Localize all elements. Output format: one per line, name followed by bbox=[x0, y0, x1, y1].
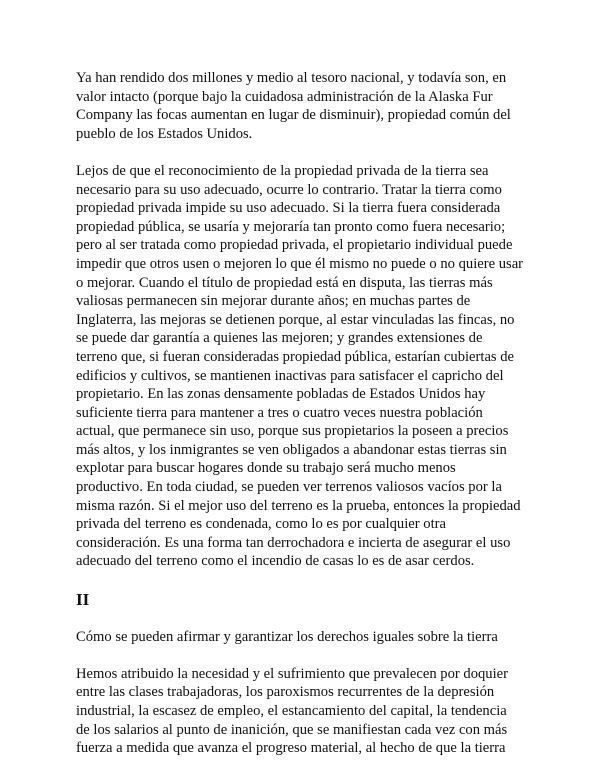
section-heading: II bbox=[76, 589, 90, 609]
paragraph-1: Ya han rendido dos millones y medio al tesoro nacional, y todavía son, en valor intacto (porque bajo la cuidadosa administración de la Alaska Fur Company las focas aumentan en lugar de disminuir), propiedad común del pueblo de los Estados Unidos. bbox=[76, 70, 511, 142]
document-page bbox=[76, 69, 524, 776]
paragraph-2: Lejos de que el reconocimiento de la propiedad privada de la tierra sea necesario para su uso adecuado, ocurre lo contrario. Tratar la tierra como propiedad privada impide su uso adecuado. Si la tierra fuera considerada propiedad pública, se usaría y mejoraría tan pronto como fuera necesario; pero al ser tratada como propiedad privada, el propietario individual puede impedir que otros usen o mejoren lo que él mismo no puede o no quiere usar o mejorar. Cuando el título de propiedad está en disputa, las tierras más valiosas permanecen sin mejorar durante años; en muchas partes de Inglaterra, las mejoras se detienen porque, al estar vinculadas las fincas, no se puede dar garantía a quienes las mejoren; y grandes extensiones de terreno que, si fueran consideradas propiedad pública, estarían cubiertas de edificios y cultivos, se mantienen inactivas para satisfacer el capricho del propietario. En las zonas densamente pobladas de Estados Unidos hay suficiente tierra para mantener a tres o cuatro veces nuestra población actual, que permanece sin uso, porque sus propietarios la poseen a precios más altos, y los inmigrantes se ven obligados a abandonar estas tierras sin explotar para buscar hogares donde su trabajo será mucho menos productivo. En toda ciudad, se pueden ver terrenos valiosos vacíos por la misma razón. Si el mejor uso del terreno es la prueba, entonces la propiedad privada del terreno es condenada, como lo es por cualquier otra consideración. Es una forma tan derrochadora e incierta de asegurar el uso adecuado del terreno como el incendio de casas lo es de asar cerdos. bbox=[76, 162, 524, 570]
section-subtitle: Cómo se pueden afirmar y garantizar los derechos iguales sobre la tierra bbox=[76, 628, 498, 645]
paragraph-3: Hemos atribuido la necesidad y el sufrimiento que prevalecen por doquier entre las clases trabajadoras, los paroxismos recurrentes de la depresión industrial, la escasez de empleo, el estancamiento del capital, la tendencia de los salarios al punto de inanición, que se manifiestan cada vez con más fuerza a medida que avanza el progreso material, al hecho de que la tierra bbox=[76, 665, 508, 757]
